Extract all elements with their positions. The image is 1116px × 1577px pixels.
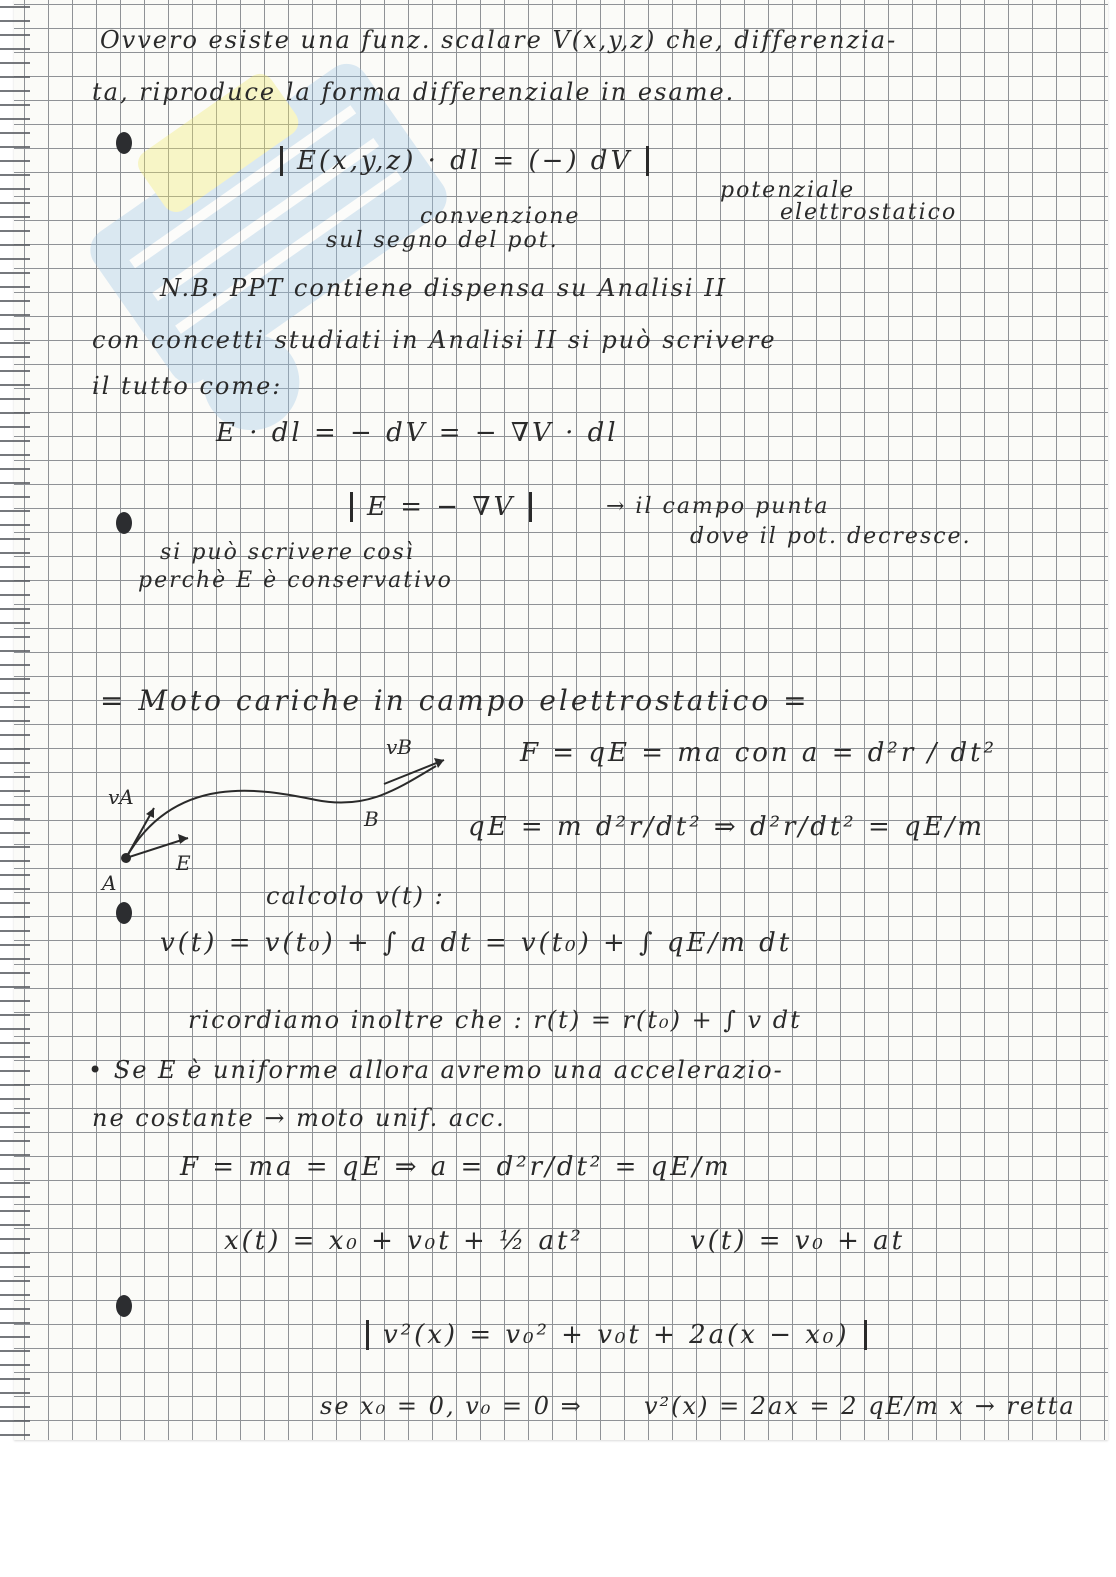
text-uniform-line-2: ne costante → moto unif. acc.: [92, 1104, 506, 1132]
note-convenzione: convenzione: [420, 204, 581, 229]
note-campo-punta: → il campo punta: [606, 494, 830, 519]
trajectory-diagram: [96, 730, 456, 900]
text-calcolo: calcolo v(t) :: [266, 882, 445, 910]
text-initial-conditions: se x₀ = 0, v₀ = 0 ⇒: [320, 1392, 583, 1420]
text-line-1: Ovvero esiste una funz. scalare V(x,y,z) che, differenzia-: [100, 26, 898, 54]
equation-position-time: x(t) = x₀ + v₀t + ½ at²: [224, 1226, 584, 1256]
equation-field-gradient: E = − ∇V: [350, 492, 532, 522]
velocity-b-vector: [384, 760, 444, 784]
trajectory-curve: [126, 766, 436, 858]
equation-acceleration: qE = m d²r/dt² ⇒ d²r/dt² = qE/m: [468, 812, 986, 842]
punch-holes: [116, 0, 136, 1440]
equation-velocity-time: v(t) = v₀ + at: [690, 1226, 906, 1256]
note-si-puo-scrivere: si può scrivere così: [160, 540, 415, 565]
label-velocity-b: vB: [386, 735, 412, 759]
punch-hole: [116, 512, 132, 534]
spiral-binding: [0, 0, 30, 1440]
label-point-a: A: [102, 871, 117, 895]
equation-gradient-potential: E · dl = − dV = − ∇V · dl: [216, 418, 619, 448]
text-uniform-line-1: • Se E è uniforme allora avremo una accelerazio-: [88, 1056, 784, 1084]
note-pot-decresce: dove il pot. decresce.: [690, 524, 972, 549]
text-nb-line-2: con concetti studiati in Analisi II si può scrivere: [92, 326, 777, 354]
label-velocity-a: vA: [108, 785, 134, 809]
text-nb-line-1: N.B. PPT contiene dispensa su Analisi II: [160, 274, 728, 302]
equation-position-integral: ricordiamo inoltre che : r(t) = r(t₀) + ∫ v dt: [188, 1006, 802, 1034]
equation-force: F = qE = ma con a = d²r / dt²: [520, 738, 998, 768]
punch-hole: [116, 132, 132, 154]
field-arrowhead: [178, 834, 188, 844]
section-heading: = Moto cariche in campo elettrostatico =: [100, 684, 810, 717]
punch-hole: [116, 902, 132, 924]
note-conservativo: perchè E è conservativo: [138, 568, 453, 593]
equation-uniform-acceleration: F = ma = qE ⇒ a = d²r/dt² = qE/m: [180, 1152, 732, 1182]
equation-retta: v²(x) = 2ax = 2 qE/m x → retta: [644, 1392, 1076, 1420]
equation-velocity-integral: v(t) = v(t₀) + ∫ a dt = v(t₀) + ∫ qE/m dt: [160, 928, 793, 958]
note-potenziale: potenziale: [720, 178, 856, 203]
note-segno-potenziale: sul segno del pot.: [326, 228, 559, 253]
equation-potential-differential: E(x,y,z) · dl = (−) dV: [280, 146, 649, 176]
equation-velocity-squared: v²(x) = v₀² + v₀t + 2a(x − x₀): [366, 1320, 867, 1350]
note-elettrostatico: elettrostatico: [780, 200, 958, 225]
text-nb-line-3: il tutto come:: [92, 372, 283, 400]
label-point-b: B: [364, 807, 379, 831]
text-line-2: ta, riproduce la forma differenziale in esame.: [92, 78, 736, 106]
point-a: [121, 853, 131, 863]
punch-hole: [116, 1295, 132, 1317]
label-field-e: E: [176, 851, 191, 875]
